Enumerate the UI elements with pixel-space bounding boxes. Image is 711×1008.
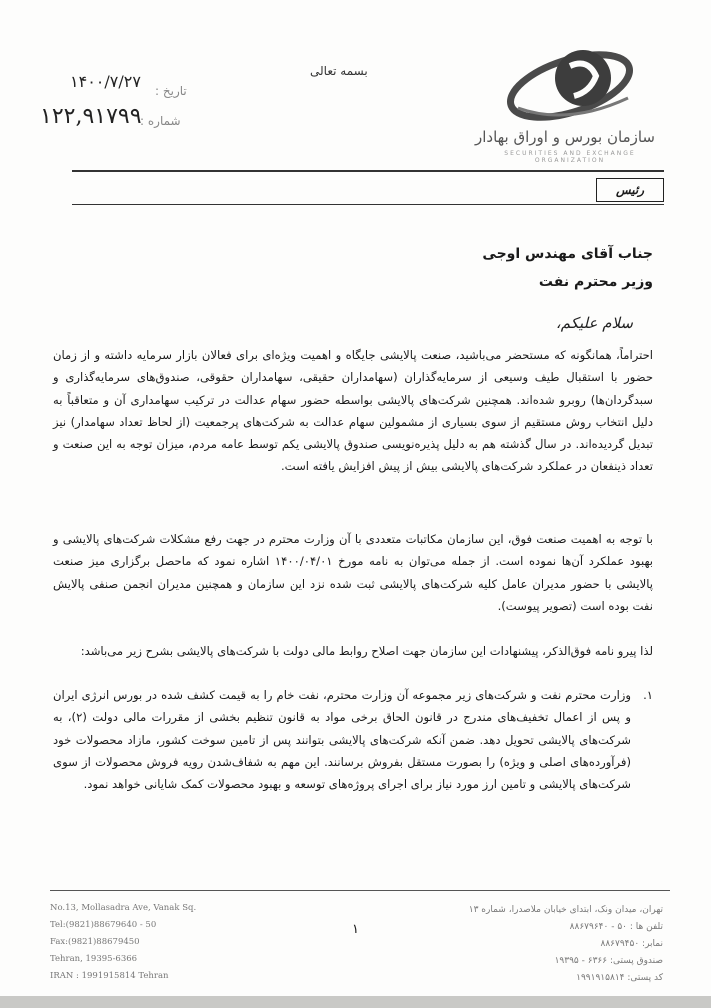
footer-persian-address (469, 902, 663, 987)
footer-english-address (50, 900, 196, 985)
footer-en-address: No.13, Mollasadra Ave, Vanak Sq. (50, 903, 197, 913)
footer-fa-tel: تلفن ها : ۵۰ - ۸۸۶۷۹۶۴۰ (569, 922, 663, 932)
page-number: ۱ (352, 922, 359, 937)
scan-edge (0, 996, 711, 1008)
basmala: بسمه تعالی (310, 64, 368, 78)
footer-fa-code: کد پستی: ۱۹۹۱۹۱۵۸۱۴ (576, 973, 663, 983)
header-divider-2 (72, 204, 664, 205)
footer-divider (50, 890, 670, 891)
date-label: تاریخ : (155, 84, 187, 98)
footer-fa-address: تهران، میدان ونک، ابتدای خیابان ملاصدرا، شماره ۱۳ (468, 905, 663, 915)
body-paragraph-1: احتراماً، همانگونه که مستحضر می‌باشید، صنعت پالایشی جایگاه و اهمیت ویژه‌ای برای فعالان بازار سرمایه داشته و از زمان حضور با استقبال طیف وسیعی از سرمایه‌گذاران (سهامداران حقیقی، سهامداران حقوقی، صندوق‌های سرمایه‌گذاری و سبدگردان‌ها) روبرو شده‌اند. همچنین شرکت‌های پالایشی بواسطه حضور سهام عدالت در ترکیب سهامداری آن و متعاقباً به دلیل انتخاب روش مستقیم از سوی بسیاری از مشمولین سهام عدالت به شرکت‌های پرجمعیت (از لحاظ تعداد سهامدار) نیز تبدیل گردیده‌اند. در سال گذشته هم به دلیل پذیره‌نویسی صندوق پالایشی یکم توسط عامه مردم، میزان توجه به این صنعت و تعداد ذینفعان در عملکرد شرکت‌های پالایشی بیش از پیش افزایش یافته است. (53, 348, 653, 474)
header-divider (72, 170, 664, 172)
footer-en-tel: Tel:(9821)88679640 - 50 (50, 920, 157, 930)
item-number: ۱. (643, 688, 653, 702)
logo-swoosh-icon (478, 38, 658, 133)
body-paragraph-2: با توجه به اهمیت صنعت فوق، این سازمان مکاتبات متعددی با آن وزارت محترم در جهت رفع مشکلات شرکت‌های پالایشی و بهبود عملکرد آن‌ها نموده است. از جمله می‌توان به نامه مورخ ۱۴۰۰/۰۴/۰۱ اشاره نمود که ماحصل برگزاری میز صنعت پالایشی با حضور مدیران عامل کلیه شرکت‌های پالایشی ثبت شده نزد این سازمان و همچنین مدیران انجمن صنفی پالایش نفت بوده است (تصویر پیوست). (53, 532, 654, 613)
greeting: سلام علیکم، (555, 314, 633, 332)
number-label: شماره : (140, 114, 181, 128)
footer-en-fax: Fax:(9821)88679450 (50, 937, 140, 947)
item-text: وزارت محترم نفت و شرکت‌های زیر مجموعه آن وزارت محترم، نفت خام را به قیمت کشف شده در بورس انرژی ایران و پس از اعمال تخفیف‌های مندرج در قانون الحاق برخی مواد به قانون تنظیم بخشی از مقررات مالی دولت (۲)، به شرکت‌های پالایشی تحویل دهد. ضمن آنکه شرکت‌های پالایشی بتوانند پس از تامین سوخت کشور، مازاد محصولات خود (فرآورده‌های اصلی و ویژه) را بصورت مستقل بفروش برسانند. این مهم به شفاف‌شدن رویه فروش محصولات از سوی شرکت‌های پالایشی و تامین ارز مورد نیاز برای اجرای پروژه‌های توسعه و بهبود محصولات کمک شایانی خواهد نمود. (53, 688, 631, 792)
footer-fa-postal: صندوق پستی: ۶۳۶۶ - ۱۹۳۹۵ (554, 956, 663, 966)
letter-number: ۱۲۲,۹۱۷۹۹ (40, 104, 142, 129)
date-value: ۱۴۰۰/۷/۲۷ (70, 72, 141, 91)
body-paragraph-3: لذا پیرو نامه فوق‌الذکر، پیشنهادات این سازمان جهت اصلاح روابط مالی دولت با شرکت‌های پالایشی بشرح زیر می‌باشد: (80, 644, 653, 658)
recipient-title: وزیر محترم نفت (538, 274, 653, 290)
footer-en-iran: IRAN : 1991915814 Tehran (50, 971, 169, 981)
footer-fa-fax: نمابر: ۸۸۶۷۹۴۵۰ (600, 939, 663, 949)
org-name: سازمان بورس و اوراق بهادار (474, 128, 655, 146)
proposal-item-1 (53, 684, 653, 795)
stamp-box: رئیس (596, 178, 664, 202)
footer-en-postal: Tehran, 19395-6366 (50, 954, 138, 964)
recipient-name: جناب آقای مهندس اوجی (482, 246, 653, 262)
org-name-en: SECURITIES AND EXCHANGE ORGANIZATION (504, 150, 636, 164)
